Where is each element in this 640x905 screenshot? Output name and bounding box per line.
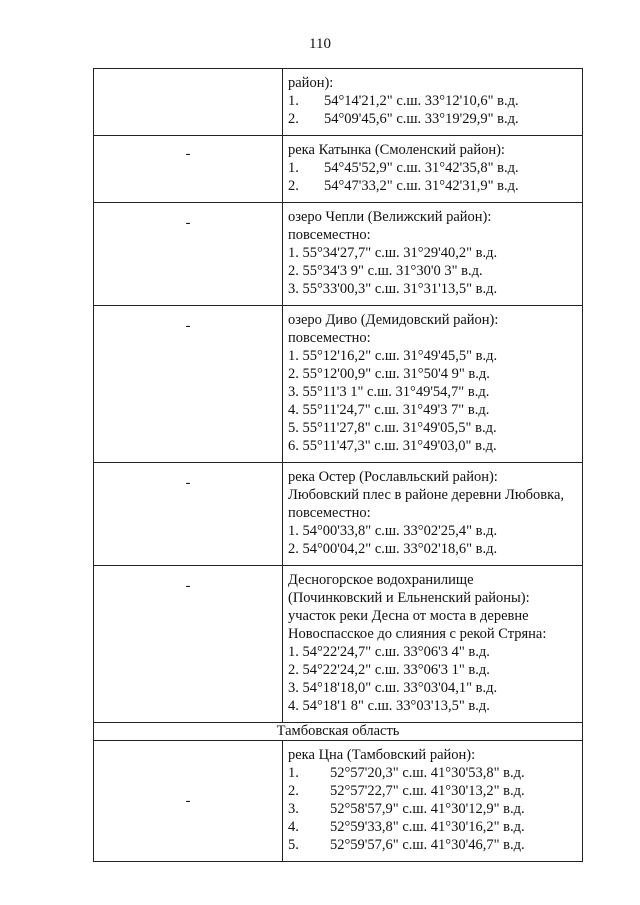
water-body-title: район): [288,75,334,91]
description-line: 1. 55°12'16,2" с.ш. 31°49'45,5" в.д. [288,348,498,364]
item-number: 1. [288,160,299,176]
coordinate-item [288,177,578,195]
coordinate-item [288,818,578,836]
coordinate-text: 52°59'57,6" с.ш. 41°30'46,7" в.д. [330,837,525,853]
water-body-title: Десногорское водохранилище [288,572,474,588]
coordinate-item [288,836,578,854]
description-cell [283,566,583,723]
row-marker: - [185,475,191,491]
coordinate-item [288,159,578,177]
item-number: 1. [288,765,299,781]
description-line: 2. 55°34'3 9" с.ш. 31°30'0 3" в.д. [288,263,483,279]
description-line: 2. 55°12'00,9" с.ш. 31°50'4 9" в.д. [288,366,490,382]
description-line: 6. 55°11'47,3" с.ш. 31°49'03,0" в.д. [288,438,497,454]
marker-cell [94,203,283,306]
coordinate-text: 52°59'33,8" с.ш. 41°30'16,2" в.д. [330,819,525,835]
coordinate-item [288,110,578,128]
document-table [93,68,583,862]
description-line: повсеместно: [288,505,371,521]
item-number: 2. [288,783,299,799]
table-row [94,136,583,203]
description-line: Новоспасское до слияния с рекой Стряна: [288,626,547,642]
coordinate-text: 54°47'33,2" с.ш. 31°42'31,9" в.д. [324,178,519,194]
table-row [94,741,583,862]
table-row [94,566,583,723]
marker-cell [94,741,283,862]
region-header: Тамбовская область [94,723,583,741]
description-line: 3. 55°33'00,3" с.ш. 31°31'13,5" в.д. [288,281,498,297]
description-line: Любовский плес в районе деревни Любовка, [288,487,565,503]
table-body [94,69,583,862]
table-row [94,203,583,306]
row-marker: - [185,215,191,231]
description-line: 4. 55°11'24,7" с.ш. 31°49'3 7" в.д. [288,402,490,418]
description-line: 3. 55°11'3 1" с.ш. 31°49'54,7" в.д. [288,384,490,400]
item-number: 1. [288,93,299,109]
coordinate-text: 54°09'45,6" с.ш. 33°19'29,9" в.д. [324,111,519,127]
coordinate-item [288,92,578,110]
row-marker: - [185,146,191,162]
coordinate-text: 54°45'52,9" с.ш. 31°42'35,8" в.д. [324,160,519,176]
coordinate-item [288,782,578,800]
item-number: 2. [288,178,299,194]
row-marker: - [185,318,191,334]
item-number: 4. [288,819,299,835]
row-marker: - [185,578,191,594]
description-cell [283,69,583,136]
marker-cell [94,306,283,463]
description-line: 2. 54°22'24,2" с.ш. 33°06'3 1" в.д. [288,662,490,678]
item-number: 3. [288,801,299,817]
page-number: 110 [309,36,331,52]
water-body-title: река Катынка (Смоленский район): [288,142,505,158]
item-number: 2. [288,111,299,127]
row-marker: - [185,792,191,809]
table-row [94,463,583,566]
table-row [94,306,583,463]
water-body-title: озеро Чепли (Велижский район): [288,209,492,225]
coordinate-item [288,800,578,818]
coordinate-text: 54°14'21,2" с.ш. 33°12'10,6" в.д. [324,93,519,109]
coordinate-text: 52°57'22,7" с.ш. 41°30'13,2" в.д. [330,783,525,799]
coordinate-item [288,764,578,782]
coordinate-text: 52°58'57,9" с.ш. 41°30'12,9" в.д. [330,801,525,817]
description-line: (Починковский и Ельненский районы): [288,590,530,606]
description-line: повсеместно: [288,227,371,243]
description-line: 1. 54°00'33,8" с.ш. 33°02'25,4" в.д. [288,523,498,539]
water-body-title: река Цна (Тамбовский район): [288,747,476,763]
marker-cell [94,136,283,203]
marker-cell [94,463,283,566]
coordinate-text: 52°57'20,3" с.ш. 41°30'53,8" в.д. [330,765,525,781]
water-body-title: озеро Диво (Демидовский район): [288,312,499,328]
water-body-title: река Остер (Рославльский район): [288,469,498,485]
description-line: 4. 54°18'1 8" с.ш. 33°03'13,5" в.д. [288,698,490,714]
description-cell [283,741,583,862]
description-line: 5. 55°11'27,8" с.ш. 31°49'05,5" в.д. [288,420,497,436]
description-cell [283,203,583,306]
marker-cell [94,566,283,723]
marker-cell [94,69,283,136]
description-line: участок реки Десна от моста в деревне [288,608,529,624]
description-cell [283,463,583,566]
description-cell [283,306,583,463]
description-line: 1. 54°22'24,7" с.ш. 33°06'3 4" в.д. [288,644,490,660]
description-cell [283,136,583,203]
table-row [94,69,583,136]
description-line: повсеместно: [288,330,371,346]
description-line: 3. 54°18'18,0" с.ш. 33°03'04,1" в.д. [288,680,498,696]
region-header-row [94,723,583,741]
description-line: 2. 54°00'04,2" с.ш. 33°02'18,6" в.д. [288,541,498,557]
description-line: 1. 55°34'27,7" с.ш. 31°29'40,2" в.д. [288,245,498,261]
item-number: 5. [288,837,299,853]
